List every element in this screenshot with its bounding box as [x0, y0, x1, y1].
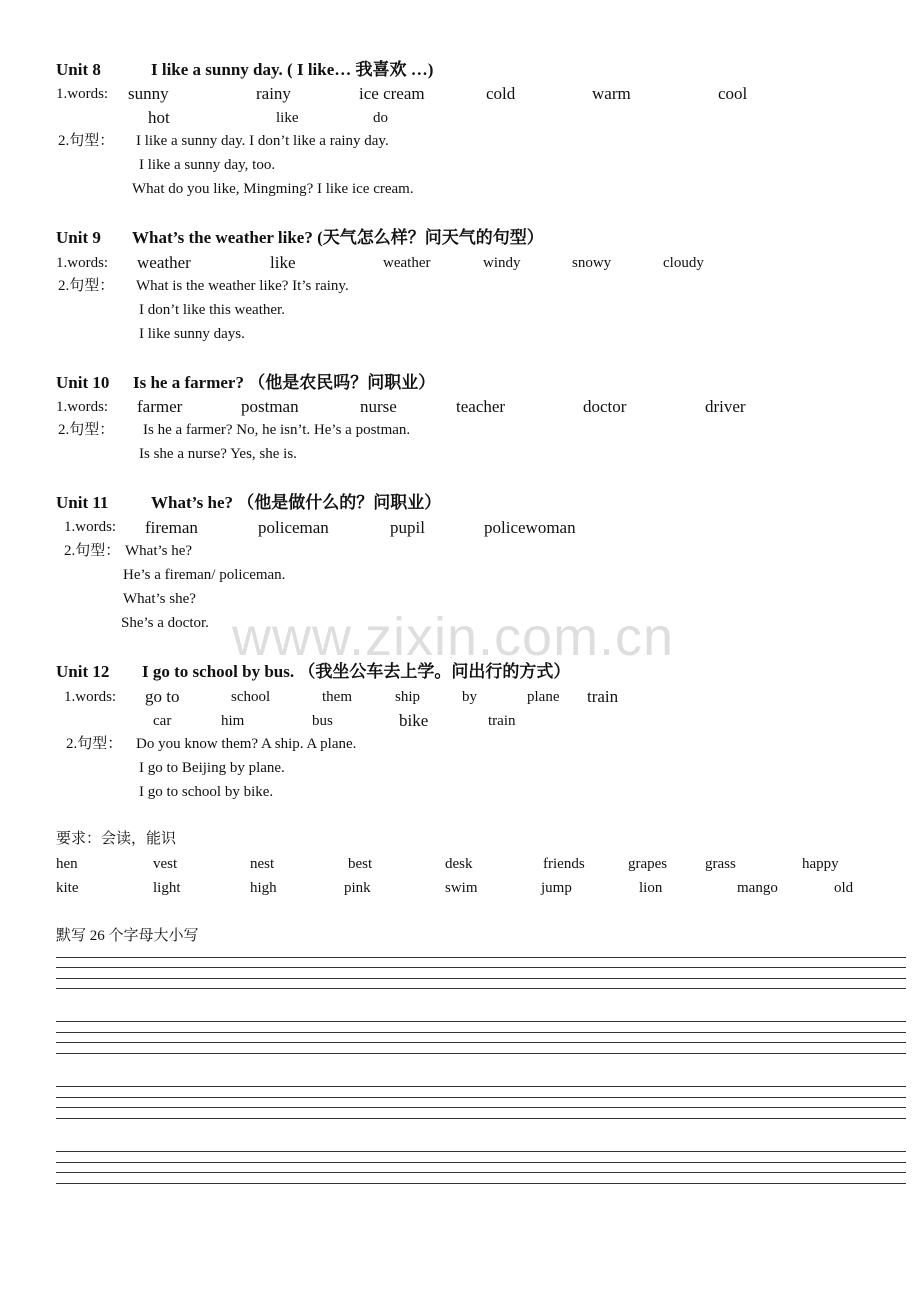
req-word: grapes [628, 856, 668, 872]
unit11-sentence: What’s he? [125, 543, 193, 559]
unit8-words-label: 1.words: [56, 86, 109, 102]
unit11-word: policeman [258, 518, 329, 537]
requirement-label: 要求：会读，能识 [56, 831, 177, 847]
req-word: happy [802, 856, 839, 872]
unit12-sentence: I go to Beijing by plane. [139, 760, 285, 776]
unit9-title: Unit 9 [56, 228, 101, 247]
req-word: old [834, 880, 854, 896]
unit11-word: policewoman [484, 518, 576, 537]
unit10-heading: Is he a farmer? （他是农民吗？问职业） [133, 373, 436, 392]
unit11-title: Unit 11 [56, 493, 109, 512]
unit10-words-label: 1.words: [56, 399, 109, 415]
writing-line [56, 1107, 906, 1108]
unit9-pattern-label: 2.句型： [58, 278, 115, 294]
unit9-word: snowy [572, 255, 612, 271]
unit12-word: him [221, 713, 245, 729]
unit9-word: like [270, 253, 296, 272]
req-word: high [250, 880, 277, 896]
writing-line [56, 1151, 906, 1152]
unit8-pattern-label: 2.句型： [58, 133, 115, 149]
unit11-pattern-label: 2.句型： [64, 543, 121, 559]
unit9-word: weather [137, 253, 191, 272]
unit12-word: school [231, 689, 271, 705]
unit8-word: ice cream [359, 84, 425, 103]
unit8-heading: I like a sunny day. ( I like… 我喜欢 …) [151, 60, 434, 79]
dictation-label: 默写 26 个字母大小写 [56, 928, 199, 944]
writing-line [56, 967, 906, 968]
unit12-heading: I go to school by bus. （我坐公车去上学。问出行的方式） [142, 662, 571, 681]
writing-line [56, 1183, 906, 1184]
unit12-word: train [488, 713, 516, 729]
unit8-title: Unit 8 [56, 60, 101, 79]
unit12-sentence: I go to school by bike. [139, 784, 274, 800]
unit8-sentence: I like a sunny day. I don’t like a rainy day. [136, 133, 389, 149]
unit8-word: like [276, 110, 299, 126]
unit12-word: go to [145, 687, 180, 706]
unit10-word: doctor [583, 397, 627, 416]
unit12-word: by [462, 689, 477, 705]
req-word: lion [639, 880, 663, 896]
unit10-word: nurse [360, 397, 397, 416]
unit12-word: them [322, 689, 352, 705]
watermark: www.zixin.com.cn [232, 607, 675, 667]
unit10-sentence: Is he a farmer? No, he isn’t. He’s a postman. [143, 422, 411, 438]
unit11-heading: What’s he? （他是做什么的？问职业） [151, 493, 442, 512]
unit11-word: pupil [390, 518, 425, 537]
unit8-word: rainy [256, 84, 291, 103]
unit12-word: ship [395, 689, 421, 705]
writing-line [56, 1172, 906, 1173]
unit9-word: weather [383, 255, 431, 271]
unit8-sentence: I like a sunny day, too. [139, 157, 276, 173]
unit12-pattern-label: 2.句型： [66, 736, 123, 752]
unit9-sentence: I don’t like this weather. [139, 302, 285, 318]
unit12-word: train [587, 687, 619, 706]
unit11-sentence: He’s a fireman/ policeman. [123, 567, 286, 583]
req-word: grass [705, 856, 736, 872]
unit8-word: sunny [128, 84, 169, 103]
unit9-word: windy [483, 255, 521, 271]
writing-line [56, 1042, 906, 1043]
req-word: pink [344, 880, 371, 896]
unit8-word: cold [486, 84, 516, 103]
req-word: mango [737, 880, 778, 896]
unit12-word: bike [399, 711, 429, 730]
unit11-sentence: What’s she? [123, 591, 196, 607]
req-word: desk [445, 856, 473, 872]
writing-line [56, 1118, 906, 1119]
req-word: jump [541, 880, 572, 896]
writing-line [56, 978, 906, 979]
unit11-word: fireman [145, 518, 198, 537]
unit8-word: do [373, 110, 388, 126]
unit11-sentence: She’s a doctor. [121, 615, 209, 631]
writing-line [56, 1086, 906, 1087]
unit8-word: cool [718, 84, 748, 103]
unit12-word: bus [312, 713, 333, 729]
unit8-sentence: What do you like, Mingming? I like ice cream. [132, 181, 414, 197]
req-word: swim [445, 880, 478, 896]
unit10-word: postman [241, 397, 299, 416]
writing-line [56, 988, 906, 989]
unit9-heading: What’s the weather like? (天气怎么样？问天气的句型） [132, 228, 544, 247]
req-word: friends [543, 856, 585, 872]
writing-line [56, 1097, 906, 1098]
req-word: vest [153, 856, 178, 872]
unit9-sentence: I like sunny days. [139, 326, 245, 342]
unit11-words-label: 1.words: [64, 519, 117, 535]
req-word: best [348, 856, 373, 872]
unit12-title: Unit 12 [56, 662, 110, 681]
unit10-sentence: Is she a nurse? Yes, she is. [139, 446, 297, 462]
unit12-word: plane [527, 689, 560, 705]
unit9-sentence: What is the weather like? It’s rainy. [136, 278, 349, 294]
unit10-pattern-label: 2.句型： [58, 422, 115, 438]
unit9-words-label: 1.words: [56, 255, 109, 271]
req-word: kite [56, 880, 79, 896]
writing-line [56, 1162, 906, 1163]
unit10-word: driver [705, 397, 746, 416]
writing-line [56, 957, 906, 958]
writing-line [56, 1053, 906, 1054]
unit8-word: warm [592, 84, 631, 103]
writing-line [56, 1032, 906, 1033]
unit9-word: cloudy [663, 255, 704, 271]
req-word: hen [56, 856, 78, 872]
writing-line [56, 1021, 906, 1022]
unit12-words-label: 1.words: [64, 689, 117, 705]
unit10-word: teacher [456, 397, 506, 416]
unit12-word: car [153, 713, 172, 729]
unit12-sentence: Do you know them? A ship. A plane. [136, 736, 357, 752]
req-word: nest [250, 856, 275, 872]
unit8-word: hot [148, 108, 170, 127]
unit10-title: Unit 10 [56, 373, 110, 392]
req-word: light [153, 880, 181, 896]
unit10-word: farmer [137, 397, 183, 416]
